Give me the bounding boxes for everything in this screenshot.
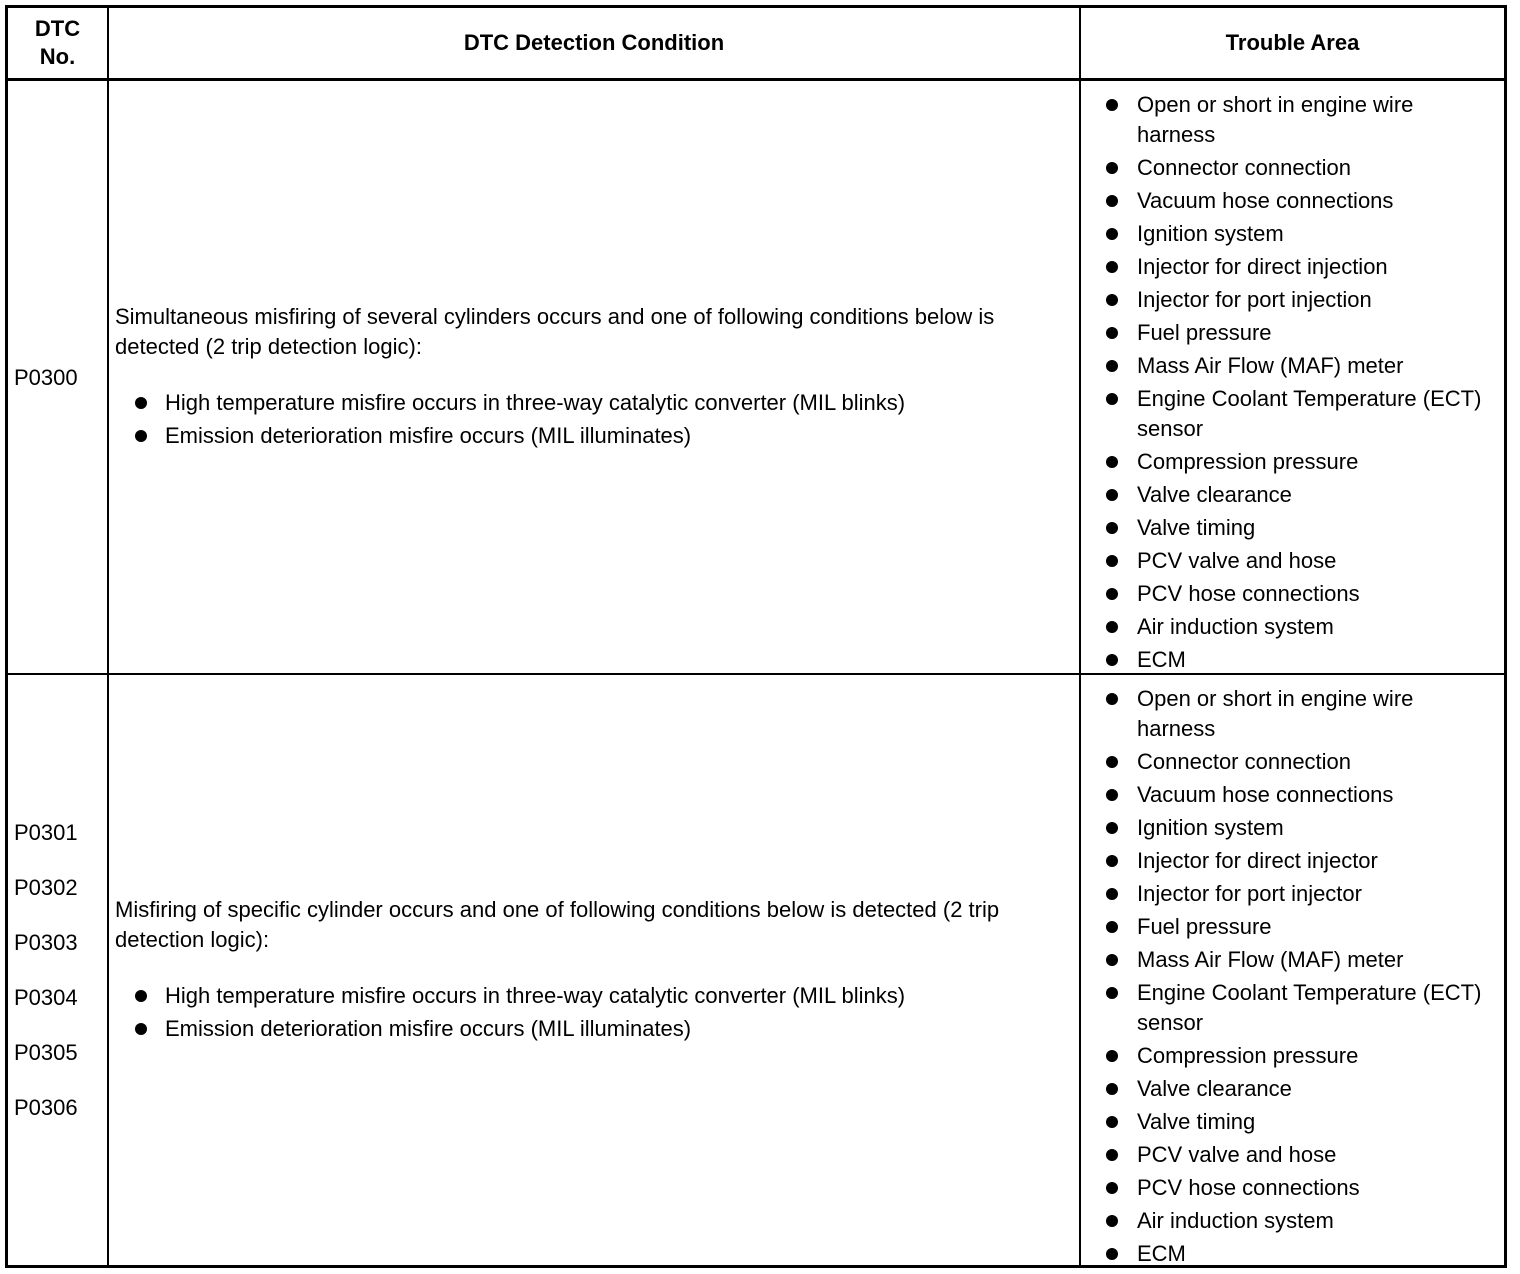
bullet-icon: [135, 1023, 147, 1035]
bullet-icon: [1106, 522, 1118, 534]
bullet-icon: [1106, 327, 1118, 339]
dtc-code: P0303: [14, 930, 78, 955]
condition-cell: [109, 81, 1079, 673]
trouble-area-item: Open or short in engine wire harness: [1081, 90, 1504, 150]
bullet-icon: [1106, 1248, 1118, 1260]
trouble-area-item: PCV valve and hose: [1081, 546, 1504, 576]
dtc-table: [5, 5, 1507, 1268]
trouble-area-item: Compression pressure: [1081, 1041, 1504, 1071]
trouble-area-item: Injector for direct injection: [1081, 252, 1504, 282]
bullet-icon: [1106, 555, 1118, 567]
trouble-area-list: [1081, 684, 1504, 1269]
bullet-icon: [1106, 261, 1118, 273]
dtc-code: P0305: [14, 1040, 78, 1065]
trouble-area-item: Vacuum hose connections: [1081, 186, 1504, 216]
bullet-icon: [135, 990, 147, 1002]
dtc-code: P0301: [14, 820, 78, 845]
header-dtc-no-line2: No.: [39, 44, 76, 69]
bullet-icon: [1106, 1116, 1118, 1128]
bullet-icon: [1106, 393, 1118, 405]
trouble-area-item: Air induction system: [1081, 612, 1504, 642]
bullet-icon: [1106, 1083, 1118, 1095]
trouble-area-list: [1081, 90, 1504, 675]
trouble-area-item: Injector for port injector: [1081, 879, 1504, 909]
trouble-area-item: Engine Coolant Temperature (ECT) sensor: [1081, 978, 1504, 1038]
trouble-area-item: Valve timing: [1081, 513, 1504, 543]
trouble-area-item: PCV hose connections: [1081, 1173, 1504, 1203]
bullet-icon: [1106, 921, 1118, 933]
trouble-area-item: Mass Air Flow (MAF) meter: [1081, 351, 1504, 381]
bullet-icon: [1106, 1149, 1118, 1161]
bullet-icon: [1106, 987, 1118, 999]
condition-list: [115, 979, 1071, 1045]
bullet-icon: [1106, 588, 1118, 600]
condition-cell: [109, 675, 1079, 1265]
bullet-icon: [135, 397, 147, 409]
dtc-code: P0300: [14, 364, 78, 390]
dtc-cell: [8, 675, 107, 1265]
trouble-area-item: Valve timing: [1081, 1107, 1504, 1137]
trouble-area-item: Injector for direct injector: [1081, 846, 1504, 876]
trouble-area-item: Ignition system: [1081, 219, 1504, 249]
bullet-icon: [1106, 888, 1118, 900]
header-dtc-no: [8, 8, 107, 78]
condition-bullet-item: Emission deterioration misfire occurs (MIL illuminates): [115, 1012, 1071, 1045]
bullet-icon: [1106, 99, 1118, 111]
bullet-icon: [1106, 693, 1118, 705]
condition-text: Simultaneous misfiring of several cylinders occurs and one of following conditions below is detected (2 trip detection logic):: [115, 304, 995, 359]
header-dtc-no-line1: DTC: [34, 16, 81, 41]
bullet-icon: [1106, 1215, 1118, 1227]
condition-list: [115, 386, 1071, 452]
trouble-area-item: Injector for port injection: [1081, 285, 1504, 315]
bullet-icon: [1106, 621, 1118, 633]
bullet-icon: [1106, 756, 1118, 768]
bullet-icon: [135, 430, 147, 442]
trouble-area-item: Connector connection: [1081, 153, 1504, 183]
condition-bullet-item: High temperature misfire occurs in three-way catalytic converter (MIL blinks): [115, 979, 1071, 1012]
header-condition: DTC Detection Condition: [463, 30, 725, 55]
trouble-area-item: Ignition system: [1081, 813, 1504, 843]
trouble-area-item: ECM: [1081, 645, 1504, 675]
dtc-code: P0304: [14, 985, 78, 1010]
trouble-area-cell: [1081, 675, 1504, 1265]
trouble-area-item: Air induction system: [1081, 1206, 1504, 1236]
trouble-area-item: PCV valve and hose: [1081, 1140, 1504, 1170]
bullet-icon: [1106, 294, 1118, 306]
trouble-area-item: ECM: [1081, 1239, 1504, 1269]
bullet-icon: [1106, 855, 1118, 867]
trouble-area-item: PCV hose connections: [1081, 579, 1504, 609]
bullet-icon: [1106, 789, 1118, 801]
bullet-icon: [1106, 456, 1118, 468]
condition-bullet-item: Emission deterioration misfire occurs (MIL illuminates): [115, 419, 1071, 452]
trouble-area-item: Vacuum hose connections: [1081, 780, 1504, 810]
condition-text: Misfiring of specific cylinder occurs and one of following conditions below is detected (2 trip detection logic):: [115, 897, 1000, 952]
trouble-area-item: Valve clearance: [1081, 1074, 1504, 1104]
dtc-code: P0306: [14, 1095, 78, 1120]
header-trouble-area: Trouble Area: [1225, 30, 1360, 55]
bullet-icon: [1106, 195, 1118, 207]
bullet-icon: [1106, 489, 1118, 501]
bullet-icon: [1106, 162, 1118, 174]
bullet-icon: [1106, 954, 1118, 966]
bullet-icon: [1106, 822, 1118, 834]
bullet-icon: [1106, 1182, 1118, 1194]
trouble-area-cell: [1081, 81, 1504, 673]
dtc-cell: [8, 81, 107, 673]
trouble-area-item: Connector connection: [1081, 747, 1504, 777]
trouble-area-item: Compression pressure: [1081, 447, 1504, 477]
trouble-area-item: Mass Air Flow (MAF) meter: [1081, 945, 1504, 975]
bullet-icon: [1106, 228, 1118, 240]
trouble-area-item: Valve clearance: [1081, 480, 1504, 510]
bullet-icon: [1106, 1050, 1118, 1062]
trouble-area-item: Fuel pressure: [1081, 912, 1504, 942]
trouble-area-item: Open or short in engine wire harness: [1081, 684, 1504, 744]
dtc-code: P0302: [14, 875, 78, 900]
trouble-area-item: Fuel pressure: [1081, 318, 1504, 348]
condition-bullet-item: High temperature misfire occurs in three-way catalytic converter (MIL blinks): [115, 386, 1071, 419]
bullet-icon: [1106, 360, 1118, 372]
bullet-icon: [1106, 654, 1118, 666]
trouble-area-item: Engine Coolant Temperature (ECT) sensor: [1081, 384, 1504, 444]
